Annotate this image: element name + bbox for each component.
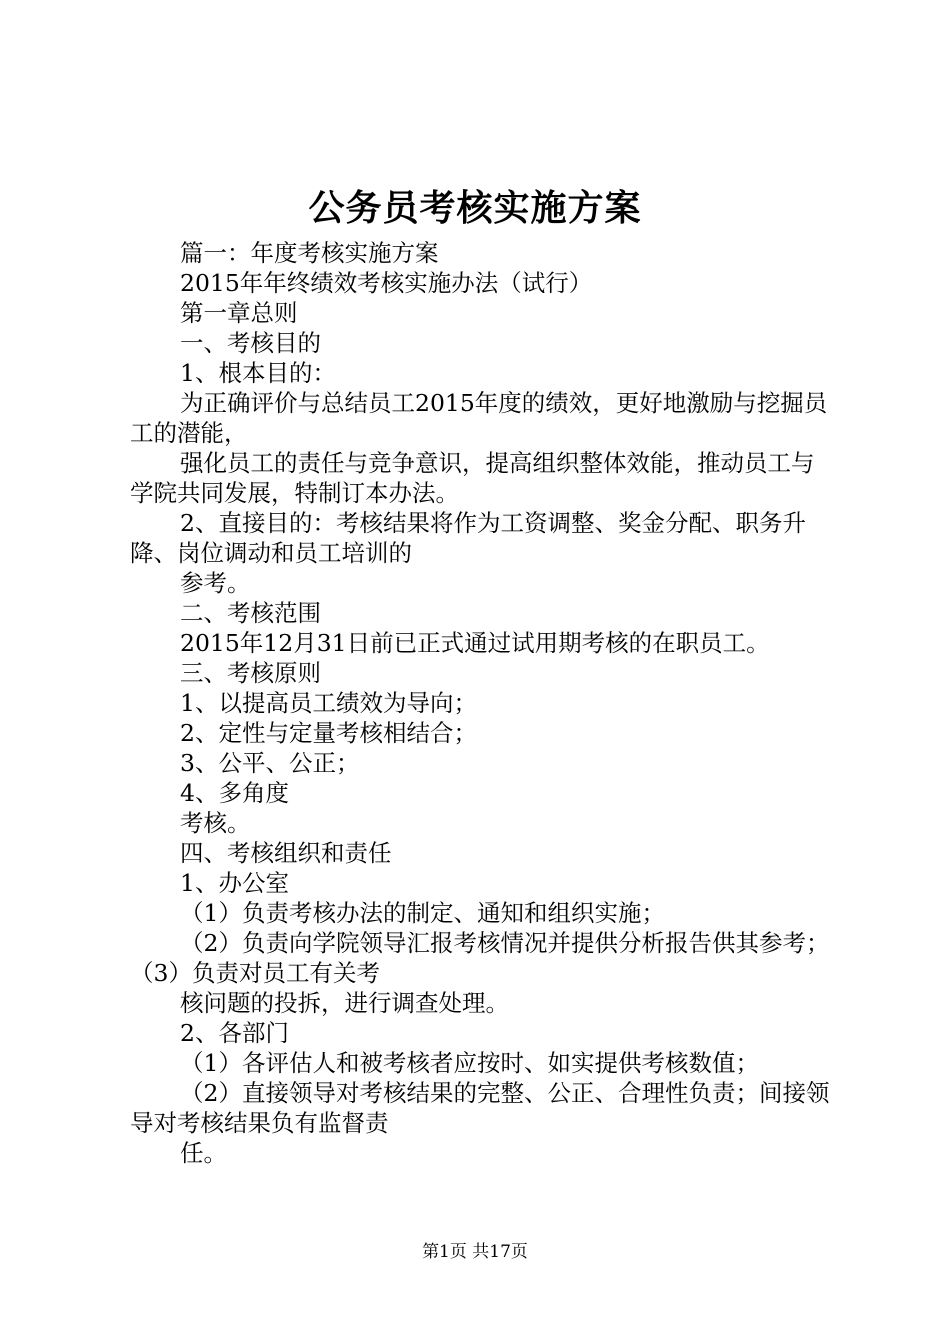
paragraph-line: 参考。 [180,569,251,597]
paragraph-line: 为正确评价与总结员工2015年度的绩效，更好地激励与挖掘员工的潜能， [130,389,828,447]
paragraph-line: 2015年年终绩效考核实施办法（试行） [180,269,593,297]
paragraph-line: 四、考核组织和责任 [180,839,392,867]
paragraph-line: 核问题的投拆，进行调查处理。 [180,989,509,1017]
paragraph-line: 一、考核目的 [180,329,321,357]
paragraph-line: （2）直接领导对考核结果的完整、公正、合理性负责；间接领导对考核结果负有监督责 [130,1079,830,1137]
paragraph-line: 1、根本目的： [180,359,336,387]
document-title: 公务员考核实施方案 [308,187,642,229]
paragraph-line: 篇一：年度考核实施方案 [180,239,439,267]
paragraph-line: 二、考核范围 [180,599,321,627]
paragraph-line: 任。 [180,1139,227,1167]
paragraph-line: 1、办公室 [180,869,289,897]
page-footer: 第1页 共17页 [422,1242,528,1262]
paragraph-line: 4、多角度 [180,779,289,807]
paragraph-line: 2、直接目的：考核结果将作为工资调整、奖金分配、职务升降、岗位调动和员工培训的 [130,509,806,567]
paragraph-line: 2015年12月31日前已正式通过试用期考核的在职员工。 [180,629,770,657]
paragraph-line: 1、以提高员工绩效为导向； [180,689,477,717]
paragraph-line: 3、公平、公正； [180,749,360,777]
paragraph-line: 强化员工的责任与竞争意识，提高组织整体效能，推动员工与学院共同发展，特制订本办法。 [130,449,815,507]
paragraph-line: 2、各部门 [180,1019,289,1047]
document-body [130,238,830,1168]
paragraph-line: （1）各评估人和被考核者应按时、如实提供考核数值； [180,1049,759,1077]
paragraph-line: 第一章总则 [180,299,298,327]
paragraph-line: 2、定性与定量考核相结合； [180,719,477,747]
paragraph-line: 考核。 [180,809,251,837]
paragraph-line: （2）负责向学院领导汇报考核情况并提供分析报告供其参考；（3）负责对员工有关考 [130,929,830,987]
paragraph-line: （1）负责考核办法的制定、通知和组织实施； [180,899,665,927]
paragraph-line: 三、考核原则 [180,659,321,687]
